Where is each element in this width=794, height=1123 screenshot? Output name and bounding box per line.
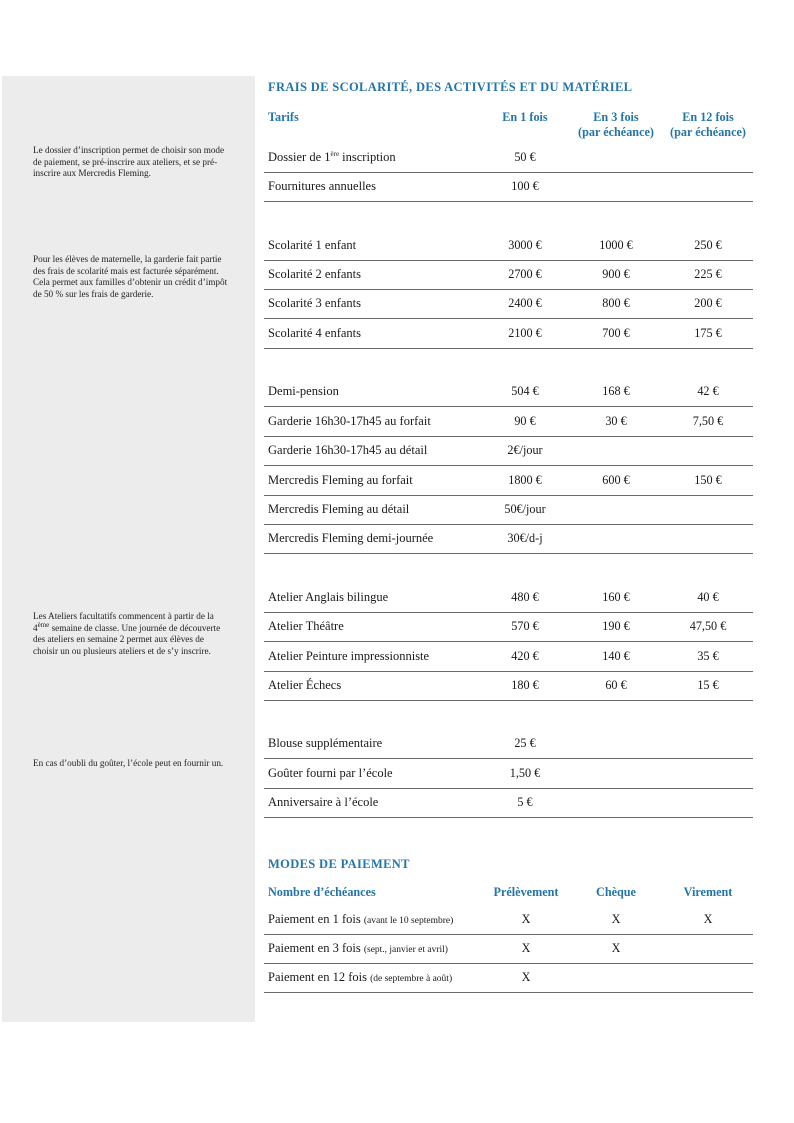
mark-prelevement: X: [521, 970, 531, 984]
table-row: [264, 377, 753, 407]
col-header-cheque: Chèque: [596, 885, 636, 899]
note-ateliers: Les Ateliers facultatifs commencent à partir de la 4ème semaine de classe. Une journée de découverte des ateliers en semaine 2 permet aux élèves de choisir un ou plusieurs ateliers et de s’y inscrire.: [33, 611, 221, 656]
table-row: [264, 319, 753, 349]
price-1-fois: 1,50 €: [509, 766, 541, 780]
row-label: Paiement en 12 fois (de septembre à août): [268, 970, 453, 984]
price-3-fois: 168 €: [602, 384, 630, 398]
price-3-fois: 190 €: [602, 619, 630, 633]
price-1-fois: 50€/jour: [504, 502, 546, 516]
table-row: [264, 759, 753, 789]
row-label: Scolarité 1 enfant: [268, 238, 357, 252]
col-header-3-fois: En 3 fois (par échéance): [578, 110, 654, 139]
price-12-fois: 47,50 €: [689, 619, 727, 633]
price-12-fois: 175 €: [694, 326, 722, 340]
note-garderie: Pour les élèves de maternelle, la garderie fait partie des frais de scolarité mais est facturée séparément. Cela permet aux familles d’obtenir un crédit d’impôt de 50 % sur les frais de garderie.: [33, 254, 228, 299]
row-label: Atelier Échecs: [268, 678, 342, 692]
table-row: [264, 671, 753, 701]
price-1-fois: 504 €: [511, 384, 539, 398]
price-3-fois: 30 €: [605, 414, 627, 428]
price-1-fois: 100 €: [511, 179, 539, 193]
price-12-fois: 15 €: [697, 678, 719, 692]
fees-section-title: FRAIS DE SCOLARITÉ, DES ACTIVITÉS ET DU MATÉRIEL: [268, 80, 633, 94]
col-header-virement: Virement: [683, 885, 733, 899]
row-label: Mercredis Fleming au détail: [268, 502, 410, 516]
price-1-fois: 420 €: [511, 649, 539, 663]
price-3-fois: 60 €: [605, 678, 627, 692]
table-row: [264, 231, 753, 261]
row-label: Paiement en 3 fois (sept., janvier et avril): [268, 941, 448, 955]
row-label: Paiement en 1 fois (avant le 10 septembre): [268, 912, 454, 926]
note-gouter: En cas d’oubli du goûter, l’école peut en fournir un.: [33, 758, 224, 768]
col-header-12-fois: En 12 fois (par échéance): [670, 110, 746, 139]
price-3-fois: 1000 €: [599, 238, 633, 252]
table-row: [264, 172, 753, 202]
row-label: Anniversaire à l’école: [268, 795, 379, 809]
row-label: Atelier Anglais bilingue: [268, 590, 389, 604]
row-label: Fournitures annuelles: [268, 179, 376, 193]
table-row: [264, 524, 753, 554]
price-3-fois: 600 €: [602, 473, 630, 487]
price-1-fois: 180 €: [511, 678, 539, 692]
mark-prelevement: X: [521, 912, 531, 926]
payment-section-title: MODES DE PAIEMENT: [268, 857, 410, 871]
price-12-fois: 35 €: [697, 649, 719, 663]
mark-prelevement: X: [521, 941, 531, 955]
mark-cheque: X: [611, 941, 621, 955]
col-header-tarifs: Tarifs: [268, 110, 299, 124]
table-row: [264, 729, 753, 759]
price-12-fois: 225 €: [694, 267, 722, 281]
price-12-fois: 150 €: [694, 473, 722, 487]
note-dossier: Le dossier d’inscription permet de choisir son mode de paiement, se pré-inscrire aux ateliers, et se pré-inscrire aux Mercredis Fleming.: [33, 145, 225, 178]
price-12-fois: 250 €: [694, 238, 722, 252]
price-3-fois: 800 €: [602, 296, 630, 310]
table-row: [264, 905, 753, 935]
price-1-fois: 30€/d-j: [507, 531, 543, 545]
price-1-fois: 50 €: [514, 150, 536, 164]
row-label: Garderie 16h30-17h45 au forfait: [268, 414, 431, 428]
table-row: [264, 260, 753, 290]
price-1-fois: 480 €: [511, 590, 539, 604]
row-label: Scolarité 2 enfants: [268, 267, 362, 281]
price-1-fois: 2700 €: [508, 267, 542, 281]
price-12-fois: 40 €: [697, 590, 719, 604]
price-1-fois: 25 €: [514, 736, 536, 750]
price-1-fois: 2100 €: [508, 326, 542, 340]
price-3-fois: 140 €: [602, 649, 630, 663]
row-label: Dossier de 1ère inscription: [268, 149, 396, 164]
table-row: [264, 495, 753, 525]
table-row: [264, 963, 753, 993]
table-row: [264, 466, 753, 496]
row-label: Demi-pension: [268, 384, 339, 398]
table-row: [264, 289, 753, 319]
price-1-fois: 3000 €: [508, 238, 542, 252]
col-header-prelevement: Prélèvement: [493, 885, 559, 899]
price-1-fois: 5 €: [517, 795, 533, 809]
price-1-fois: 1800 €: [508, 473, 542, 487]
price-1-fois: 570 €: [511, 619, 539, 633]
mark-cheque: X: [611, 912, 621, 926]
price-1-fois: 2400 €: [508, 296, 542, 310]
row-label: Mercredis Fleming demi-journée: [268, 531, 434, 545]
price-12-fois: 42 €: [697, 384, 719, 398]
price-3-fois: 160 €: [602, 590, 630, 604]
table-row: [264, 583, 753, 613]
price-12-fois: 200 €: [694, 296, 722, 310]
row-label: Garderie 16h30-17h45 au détail: [268, 443, 428, 457]
mark-virement: X: [703, 912, 713, 926]
col-header-1-fois: En 1 fois: [502, 110, 548, 124]
table-row: [264, 934, 753, 964]
table-row: [264, 143, 753, 173]
row-label: Scolarité 4 enfants: [268, 326, 362, 340]
row-label: Scolarité 3 enfants: [268, 296, 362, 310]
row-label: Blouse supplémentaire: [268, 736, 383, 750]
price-1-fois: 2€/jour: [507, 443, 543, 457]
col-header-echeances: Nombre d’échéances: [268, 885, 376, 899]
table-row: [264, 788, 753, 818]
row-label: Atelier Théâtre: [268, 619, 344, 633]
table-row: [264, 436, 753, 466]
row-label: Mercredis Fleming au forfait: [268, 473, 413, 487]
row-label: Atelier Peinture impressionniste: [268, 649, 430, 663]
notes-sidebar: [2, 76, 255, 1022]
price-1-fois: 90 €: [514, 414, 536, 428]
price-12-fois: 7,50 €: [692, 414, 724, 428]
table-row: [264, 407, 753, 437]
row-label: Goûter fourni par l’école: [268, 766, 393, 780]
price-3-fois: 900 €: [602, 267, 630, 281]
table-row: [264, 612, 753, 642]
price-3-fois: 700 €: [602, 326, 630, 340]
table-row: [264, 642, 753, 672]
